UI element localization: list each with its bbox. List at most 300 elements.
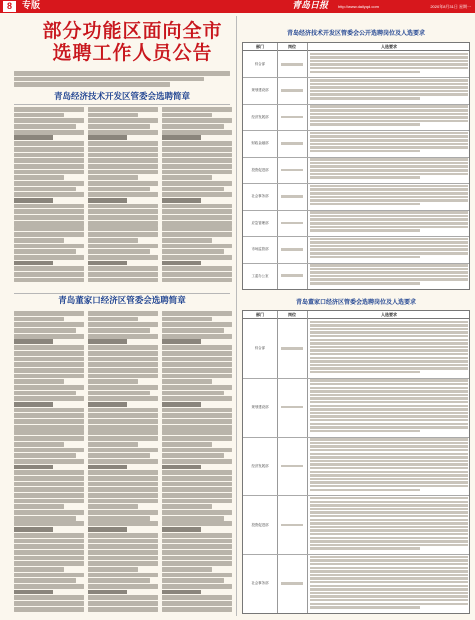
text-line [14,232,84,237]
table-dept-cell: 社会事务部 [251,581,269,586]
table-requirement-line [310,353,468,356]
table-requirement-line [310,339,468,342]
text-line [88,322,158,327]
table-requirement-line [310,478,468,481]
text-line [14,261,53,266]
table-dept-cell: 投资促进部 [251,167,269,172]
text-line [88,436,158,441]
positions-table-kaifaqu [242,42,470,290]
table-requirement-line [310,456,468,459]
table-dept-cell: 综合部 [254,62,266,67]
text-line [162,192,232,197]
text-line [162,261,201,266]
header-dept: 部门 [256,312,264,317]
text-line [162,413,232,418]
headline-line-2: 选聘工作人员公告 [52,42,213,64]
table-requirement-line [310,86,468,89]
table-requirement-line [310,211,468,214]
text-line [162,396,232,401]
text-line [88,261,127,266]
table-requirement-line [310,401,468,404]
table-requirement-line [310,463,468,466]
text-line [88,391,150,396]
table-requirement-line [310,71,420,74]
text-line [88,470,158,475]
text-line [14,357,84,362]
table-requirement-line [310,143,468,146]
intro-paragraph [14,71,230,88]
table-requirement-line [310,445,468,448]
text-line [14,272,84,277]
table-requirement-line [310,577,468,580]
text-line [162,249,224,254]
table-dept-cell: 投资促进部 [251,522,269,527]
text-line [88,124,150,129]
text-line [88,221,158,226]
table-requirement-line [310,83,468,86]
table-requirement-line [310,540,468,543]
table-requirement-line [310,360,468,363]
text-line [162,130,232,135]
table-requirement-line [310,97,420,100]
text-line [14,255,84,260]
text-line [162,493,232,498]
table-row-divider [243,437,469,438]
table-requirement-line [310,264,468,267]
text-line [88,130,158,135]
text-line [88,187,150,192]
table-dept-cell: 规划建设部 [251,405,269,409]
text-line [88,493,158,498]
text-line [88,232,158,237]
text-line [14,181,84,186]
text-line [14,595,84,600]
text-line [14,328,76,333]
text-line [88,448,158,453]
table-requirement-line [310,113,468,116]
text-line [14,408,84,413]
text-line [88,113,138,118]
text-line [14,175,64,180]
page-number: 8 [3,1,16,12]
text-line [14,430,84,435]
table-requirement-line [310,150,420,153]
text-line [14,510,84,515]
text-line [88,357,158,362]
text-line [88,516,150,521]
text-line [162,459,232,464]
text-line [14,379,64,384]
table-post-cell [281,582,303,585]
text-line [162,379,212,384]
table-requirement-line [310,342,468,345]
table-requirement-line [310,438,468,441]
text-line [88,379,138,384]
text-line [88,141,158,146]
table-requirement-line [310,508,468,511]
text-line [14,504,64,509]
text-line [162,107,232,112]
text-line [88,278,158,283]
header-requirements: 人选要求 [381,312,397,317]
text-line [14,170,84,175]
text-line [162,255,232,260]
text-line [162,113,212,118]
text-line [162,385,232,390]
section-title-kaifaqu: 青岛经济技术开发区管委会选聘简章 [53,92,190,102]
text-line [14,339,53,344]
text-line [14,425,84,430]
text-line [162,153,232,158]
table-requirement-line [310,93,468,96]
text-line [14,561,84,566]
text-line [14,516,76,521]
text-line [14,135,53,140]
table-requirement-line [310,405,468,408]
text-column-6 [162,311,232,616]
text-line [14,198,53,203]
text-line [14,499,84,504]
table-post-cell [281,222,303,225]
table-requirement-line [310,501,468,504]
text-line [88,510,158,515]
text-line [162,135,201,140]
text-line [88,482,158,487]
text-line [88,209,158,214]
table-requirement-line [310,364,468,367]
table-requirement-line [310,442,468,445]
text-line [88,578,150,583]
text-line [88,351,158,356]
text-line [88,539,158,544]
table-requirement-line [310,335,468,338]
text-line [88,584,158,589]
text-line [14,533,84,538]
text-line [14,476,84,481]
table-post-cell [281,142,303,145]
text-line [14,521,84,526]
text-line [14,413,84,418]
text-line [162,425,232,430]
table-dept-cell: 经济发展部 [251,463,269,468]
table-post-cell [281,274,303,277]
text-line [162,278,232,283]
table-requirement-line [310,529,468,532]
text-line [14,351,84,356]
text-line [162,499,232,504]
table-requirement-line [310,563,468,566]
table-post-cell [281,116,303,119]
text-line [14,374,84,379]
text-line [162,345,232,350]
text-line [162,544,232,549]
text-line [162,374,232,379]
text-line [162,516,224,521]
table-requirement-line [310,331,468,334]
table-requirement-line [310,252,468,255]
text-line [14,244,84,249]
text-line [88,317,138,322]
text-line [88,328,150,333]
table-requirement-line [310,192,468,195]
table-dept-cell: 社会事务部 [251,194,269,199]
table-dept-cell: 财政金融部 [251,141,269,146]
table-requirement-line [310,592,468,595]
text-line [88,385,158,390]
text-line [88,561,158,566]
text-line [88,204,158,209]
table-requirement-line [310,489,420,492]
text-line [14,158,84,163]
text-line [14,192,84,197]
text-line [162,419,232,424]
table-requirement-line [310,278,468,281]
table-requirement-line [310,109,468,112]
table-title-dongjiakou: 青岛董家口经济区管委会选聘岗位及人选要求 [295,299,416,306]
table-row-divider [243,130,469,131]
table-title-kaifaqu: 青岛经济技术开发区管委会公开选聘岗位及人选要求 [286,30,425,37]
table-requirement-line [310,60,468,63]
text-line [162,164,232,169]
table-requirement-line [310,248,468,251]
text-line [88,402,127,407]
text-line [14,368,84,373]
table-requirement-line [310,603,468,606]
positions-table-dongjiakou [242,310,470,614]
table-requirement-line [310,123,420,126]
text-line [14,470,84,475]
text-line [162,391,224,396]
header-band [0,0,475,13]
text-line [14,164,84,169]
text-line [14,118,84,123]
text-line [162,442,212,447]
text-line [14,544,84,549]
text-line [88,396,158,401]
text-line [14,362,84,367]
text-line [88,226,158,231]
text-line [88,521,158,526]
table-requirement-line [310,67,468,70]
text-line [162,215,232,220]
table-requirement-line [310,176,420,179]
text-line [88,459,158,464]
dateline: 2020年8月31日 星期一 [430,4,471,9]
text-line [162,402,201,407]
text-line [162,147,232,152]
table-post-cell [281,89,303,92]
newspaper-url: http://www.dailyqd.com [338,4,379,9]
table-requirement-line [310,497,468,500]
text-line [162,430,232,435]
text-line [162,339,201,344]
table-requirement-line [310,162,468,165]
table-requirement-line [310,585,468,588]
table-dept-cell: 经济发展部 [251,114,269,119]
text-line [88,147,158,152]
text-line [14,453,76,458]
table-requirement-line [310,570,468,573]
table-requirement-line [310,471,468,474]
text-line [162,334,232,339]
text-line [162,118,232,123]
text-line [14,278,84,283]
text-line [162,504,212,509]
column-separator [236,16,237,616]
table-requirement-line [310,328,468,331]
text-line [88,192,158,197]
table-requirement-line [310,222,468,225]
table-row-divider [243,157,469,158]
text-line [162,244,232,249]
text-line [162,351,232,356]
table-requirement-line [310,238,468,241]
table-requirement-line [310,173,468,176]
text-line [88,175,138,180]
text-line [162,567,212,572]
text-line [162,561,232,566]
text-line [88,556,158,561]
text-column-4 [14,311,84,616]
table-row-divider [243,210,469,211]
table-requirement-line [310,139,468,142]
table-requirement-line [310,394,468,397]
table-requirement-line [310,387,468,390]
table-post-cell [281,169,303,172]
text-line [88,118,158,123]
table-requirement-line [310,196,468,199]
text-line [88,413,158,418]
text-line [162,266,232,271]
text-line [162,141,232,146]
text-line [88,311,158,316]
headline-line-1: 部分功能区面向全市 [42,20,223,42]
text-line [14,317,64,322]
text-line [88,465,127,470]
text-line [162,198,201,203]
text-line [88,158,158,163]
table-row-divider [243,554,469,555]
text-line [162,607,232,612]
text-line [162,578,224,583]
table-requirement-line [310,349,468,352]
text-line [14,442,64,447]
table-requirement-line [310,188,468,191]
table-requirement-line [310,90,468,93]
table-row-divider [243,495,469,496]
main-headline [30,20,235,64]
text-line [88,607,158,612]
text-line [88,215,158,220]
text-line [88,374,158,379]
text-line [14,584,84,589]
table-requirement-line [310,229,420,232]
text-line [88,487,158,492]
text-line [162,453,224,458]
text-line [14,221,84,226]
text-line [14,130,84,135]
table-requirement-line [310,271,468,274]
table-requirement-line [310,324,468,327]
section-divider [14,104,230,105]
table-row-divider [243,236,469,237]
text-line [88,362,158,367]
table-requirement-line [310,357,468,360]
text-line [88,170,158,175]
table-post-cell [281,248,303,251]
text-line [162,482,232,487]
table-row-divider [243,378,469,379]
text-line [14,187,76,192]
text-line [162,527,201,532]
text-line [88,238,138,243]
text-line [162,170,232,175]
text-line [162,158,232,163]
text-line [14,249,76,254]
text-line [162,584,232,589]
text-line [162,204,232,209]
text-line [88,266,158,271]
table-post-cell [281,406,303,409]
table-requirement-line [310,481,468,484]
table-requirement-line [310,556,468,559]
table-requirement-line [310,371,420,374]
text-line [88,527,127,532]
table-requirement-line [310,199,468,202]
text-line [162,595,232,600]
text-line [88,181,158,186]
text-line [14,204,84,209]
table-requirement-line [310,537,468,540]
table-dept-cell: 工委办公室 [251,273,269,278]
text-line [14,311,84,316]
table-requirement-line [310,588,468,591]
text-line [14,215,84,220]
table-requirement-line [310,268,468,271]
table-requirement-line [310,515,468,518]
text-line [162,521,232,526]
text-line [14,238,64,243]
table-requirement-line [310,185,468,188]
text-line [162,317,212,322]
table-requirement-line [310,544,468,547]
text-line [14,345,84,350]
text-line [88,573,158,578]
text-line [14,607,84,612]
table-dept-cell: 综合部 [254,346,266,351]
table-requirement-line [310,412,468,415]
text-line [88,590,127,595]
table-requirement-line [310,581,468,584]
text-line [162,476,232,481]
text-line [88,544,158,549]
text-line [14,556,84,561]
text-line [88,430,158,435]
table-requirement-line [310,574,468,577]
table-requirement-line [310,383,468,386]
table-requirement-line [310,56,468,59]
text-line [88,595,158,600]
table-post-cell [281,195,303,198]
text-line [162,573,232,578]
text-line [14,482,84,487]
table-post-cell [281,63,303,66]
text-line [14,402,53,407]
table-requirement-line [310,379,468,382]
section-divider [14,293,230,294]
text-line [162,232,232,237]
text-line [162,368,232,373]
